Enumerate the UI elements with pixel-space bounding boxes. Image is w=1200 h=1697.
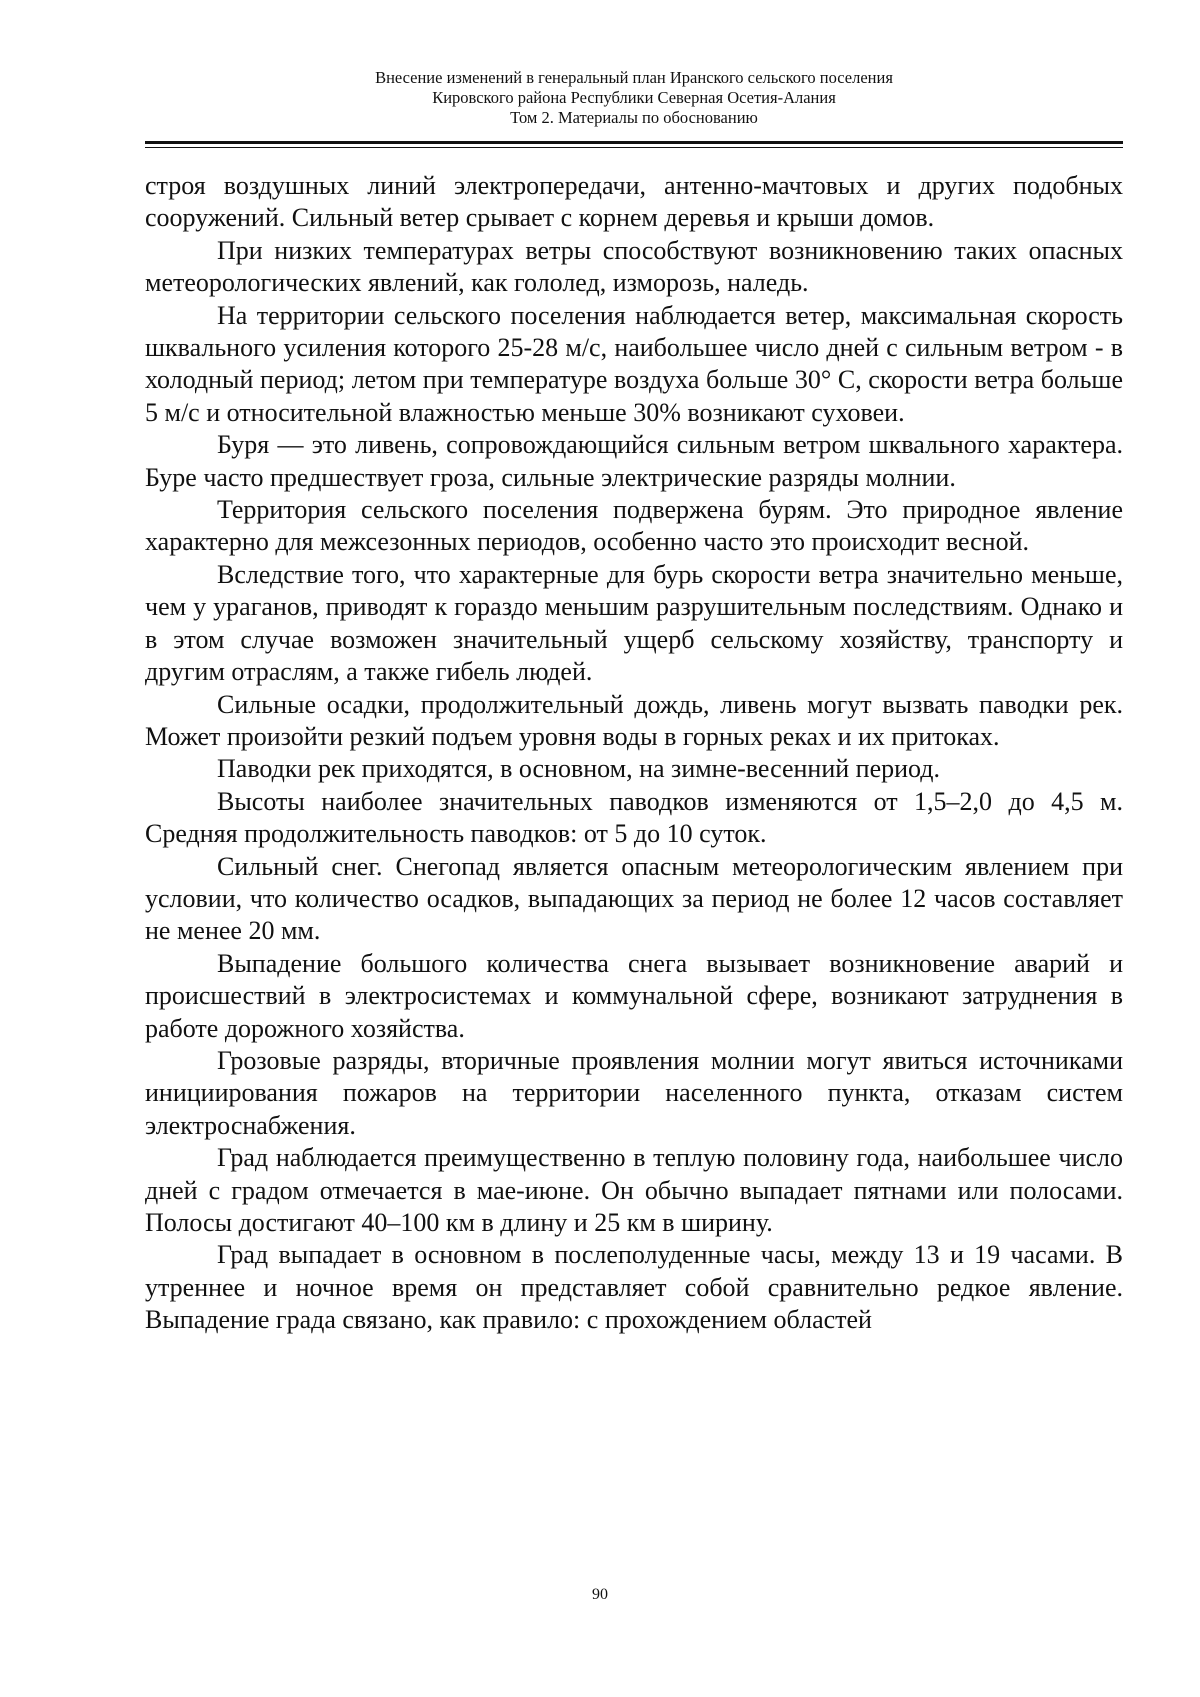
header-line-2: Кировского района Республики Северная Осетия-Алания <box>432 88 836 107</box>
paragraph-flood-season: Паводки рек приходятся, в основном, на зимне-весенний период. <box>217 754 941 784</box>
header-rule-thin <box>145 147 1123 148</box>
paragraph-continued: строя воздушных линий электропередачи, антенно-мачтовых и других подобных сооружений. Сильный ветер срывает с корнем деревья и крыши домов. <box>145 171 1123 233</box>
paragraph-storm-damage: Вследствие того, что характерные для бурь скорости ветра значительно меньше, чем у ураганов, приводят к гораздо меньшим разрушительным последствиям. Однако и в этом случае возможен значительный ущерб сельскому хозяйству, транспорту и другим отраслям, а также гибель людей. <box>145 559 1123 687</box>
header-rule-thick <box>145 141 1123 144</box>
paragraph-wind-speed: На территории сельского поселения наблюдается ветер, максимальная скорость шквального усиления которого 25-28 м/с, наибольшее число дней с сильным ветром - в холодный период; летом при температуре воздуха больше 30° С, скорости ветра больше 5 м/с и относительной влажностью меньше 30% возникают суховеи. <box>145 300 1123 427</box>
paragraph-hail-timing: Град выпадает в основном в послеполуденные часы, между 13 и 19 часами. В утреннее и ночное время он представляет собой сравнительно редкое явление. Выпадение града связано, как правило: с прохождением областей <box>145 1240 1123 1335</box>
paragraph-flood-heights: Высоты наиболее значительных паводков изменяются от 1,5–2,0 до 4,5 м. Средняя продолжительность паводков: от 5 до 10 суток. <box>145 786 1123 849</box>
header-double-rule <box>145 141 1123 149</box>
paragraph-storm-exposure: Территория сельского поселения подвержена бурям. Это природное явление характерно для межсезонных периодов, особенно часто это происходит весной. <box>145 495 1123 557</box>
document-body <box>145 170 1123 1337</box>
paragraph-heavy-snow: Сильный снег. Снегопад является опасным метеорологическим явлением при условии, что количество осадков, выпадающих за период не более 12 часов составляет не менее 20 мм. <box>145 851 1123 946</box>
paragraph-lightning: Грозовые разряды, вторичные проявления молнии могут явиться источниками инициирования пожаров на территории населенного пункта, отказам систем электроснабжения. <box>145 1045 1123 1140</box>
header-line-3: Том 2. Материалы по обоснованию <box>510 108 758 127</box>
page-number: 90 <box>592 1586 608 1603</box>
paragraph-heavy-rain: Сильные осадки, продолжительный дождь, ливень могут вызвать паводки рек. Может произойти резкий подъем уровня воды в горных реках и их притоках. <box>145 689 1123 751</box>
paragraph-snow-consequences: Выпадение большого количества снега вызывает возникновение аварий и происшествий в электросистемах и коммунальной сфере, возникают затруднения в работе дорожного хозяйства. <box>145 948 1123 1043</box>
paragraph-low-temperature-winds: При низких температурах ветры способствуют возникновению таких опасных метеорологических явлений, как гололед, изморозь, наледь. <box>145 235 1123 298</box>
header-line-1: Внесение изменений в генеральный план Иранского сельского поселения <box>375 68 893 87</box>
paragraph-hail-season: Град наблюдается преимущественно в теплую половину года, наибольшее число дней с градом отмечается в мае-июне. Он обычно выпадает пятнами или полосами. Полосы достигают 40–100 км в длину и 25 км в ширину. <box>145 1143 1123 1237</box>
paragraph-storm-definition: Буря — это ливень, сопровождающийся сильным ветром шквального характера. Буре часто предшествует гроза, сильные электрические разряды молнии. <box>145 430 1123 492</box>
document-header <box>145 68 1123 128</box>
